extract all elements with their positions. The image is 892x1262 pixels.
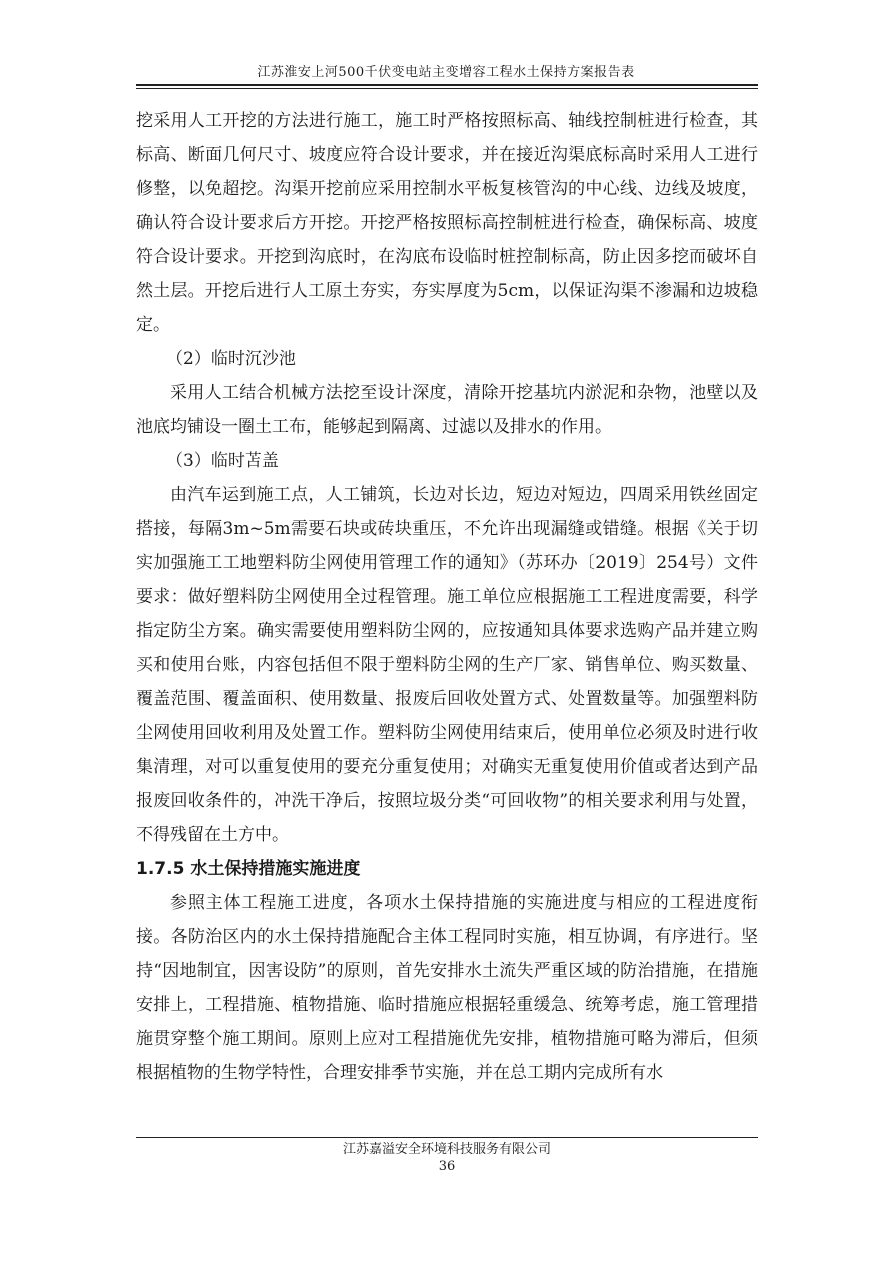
paragraph-sediment-basin: 采用人工结合机械方法挖至设计深度，清除开挖基坑内淤泥和杂物，池壁以及池底均铺设一圈土工布，能够起到隔离、过滤以及排水的作用。 <box>136 383 758 437</box>
paragraph-implementation-schedule: 参照主体工程施工进度，各项水土保持措施的实施进度与相应的工程进度衔接。各防治区内的水土保持措施配合主体工程同时实施，相互协调，有序进行。坚持“因地制宜，因害设防”的原则，首先安排水土流失严重区域的防治措施，在措施安排上，工程措施、植物措施、临时措施应根据轻重缓急、统筹考虑，施工管理措施贯穿整个施工期间。原则上应对工程措施优先安排，植物措施可略为滞后，但须根据植物的生物学特性，合理安排季节实施，并在总工期内完成所有水 <box>136 893 758 1083</box>
paragraph-trench-excavation: 挖采用人工开挖的方法进行施工，施工时严格按照标高、轴线控制桩进行检查，其标高、断面几何尺寸、坡度应符合设计要求，并在接近沟渠底标高时采用人工进行修整，以免超挖。沟渠开挖前应采用控制水平板复核管沟的中心线、边线及坡度，确认符合设计要求后方开挖。开挖严格按照标高控制桩进行检查，确保标高、坡度符合设计要求。开挖到沟底时，在沟底布设临时桩控制标高，防止因多挖而破坏自然土层。开挖后进行人工原土夯实，夯实厚度为5cm，以保证沟渠不渗漏和边坡稳定。 <box>136 111 758 335</box>
paragraph-temporary-cover: 由汽车运到施工点，人工铺筑，长边对长边，短边对短边，四周采用铁丝固定搭接，每隔3m~5m需要石块或砖块重压，不允许出现漏缝或错缝。根据《关于切实加强施工工地塑料防尘网使用管理工作的通知》（苏环办〔2019〕254号）文件要求：做好塑料防尘网使用全过程管理。施工单位应根据施工工程进度需要，科学指定防尘方案。确实需要使用塑料防尘网的，应按通知具体要求选购产品并建立购买和使用台账，内容包括但不限于塑料防尘网的生产厂家、销售单位、购买数量、覆盖范围、覆盖面积、使用数量、报废后回收处置方式、处置数量等。加强塑料防尘网使用回收利用及处置工作。塑料防尘网使用结束后，使用单位必须及时进行收集清理，对可以重复使用的要充分重复使用；对确实无重复使用价值或者达到产品报废回收条件的，冲洗干净后，按照垃圾分类“可回收物”的相关要求利用与处置，不得残留在土方中。 <box>136 485 758 845</box>
subheading-temporary-cover: （3）临时苫盖 <box>166 451 279 471</box>
page-number: 36 <box>438 1159 456 1174</box>
header-title: 江苏淮安上河500千伏变电站主变增容工程水土保持方案报告表 <box>257 65 635 80</box>
header-rule-thin <box>136 88 758 89</box>
footer-rule <box>136 1137 758 1138</box>
section-heading-1-7-5: 1.7.5 水土保持措施实施进度 <box>136 859 361 879</box>
subheading-sediment-basin: （2）临时沉沙池 <box>166 349 296 369</box>
footer-company: 江苏嘉溢安全环境科技服务有限公司 <box>342 1142 551 1157</box>
page-content <box>136 104 758 1090</box>
header-rule-thick <box>136 84 758 86</box>
